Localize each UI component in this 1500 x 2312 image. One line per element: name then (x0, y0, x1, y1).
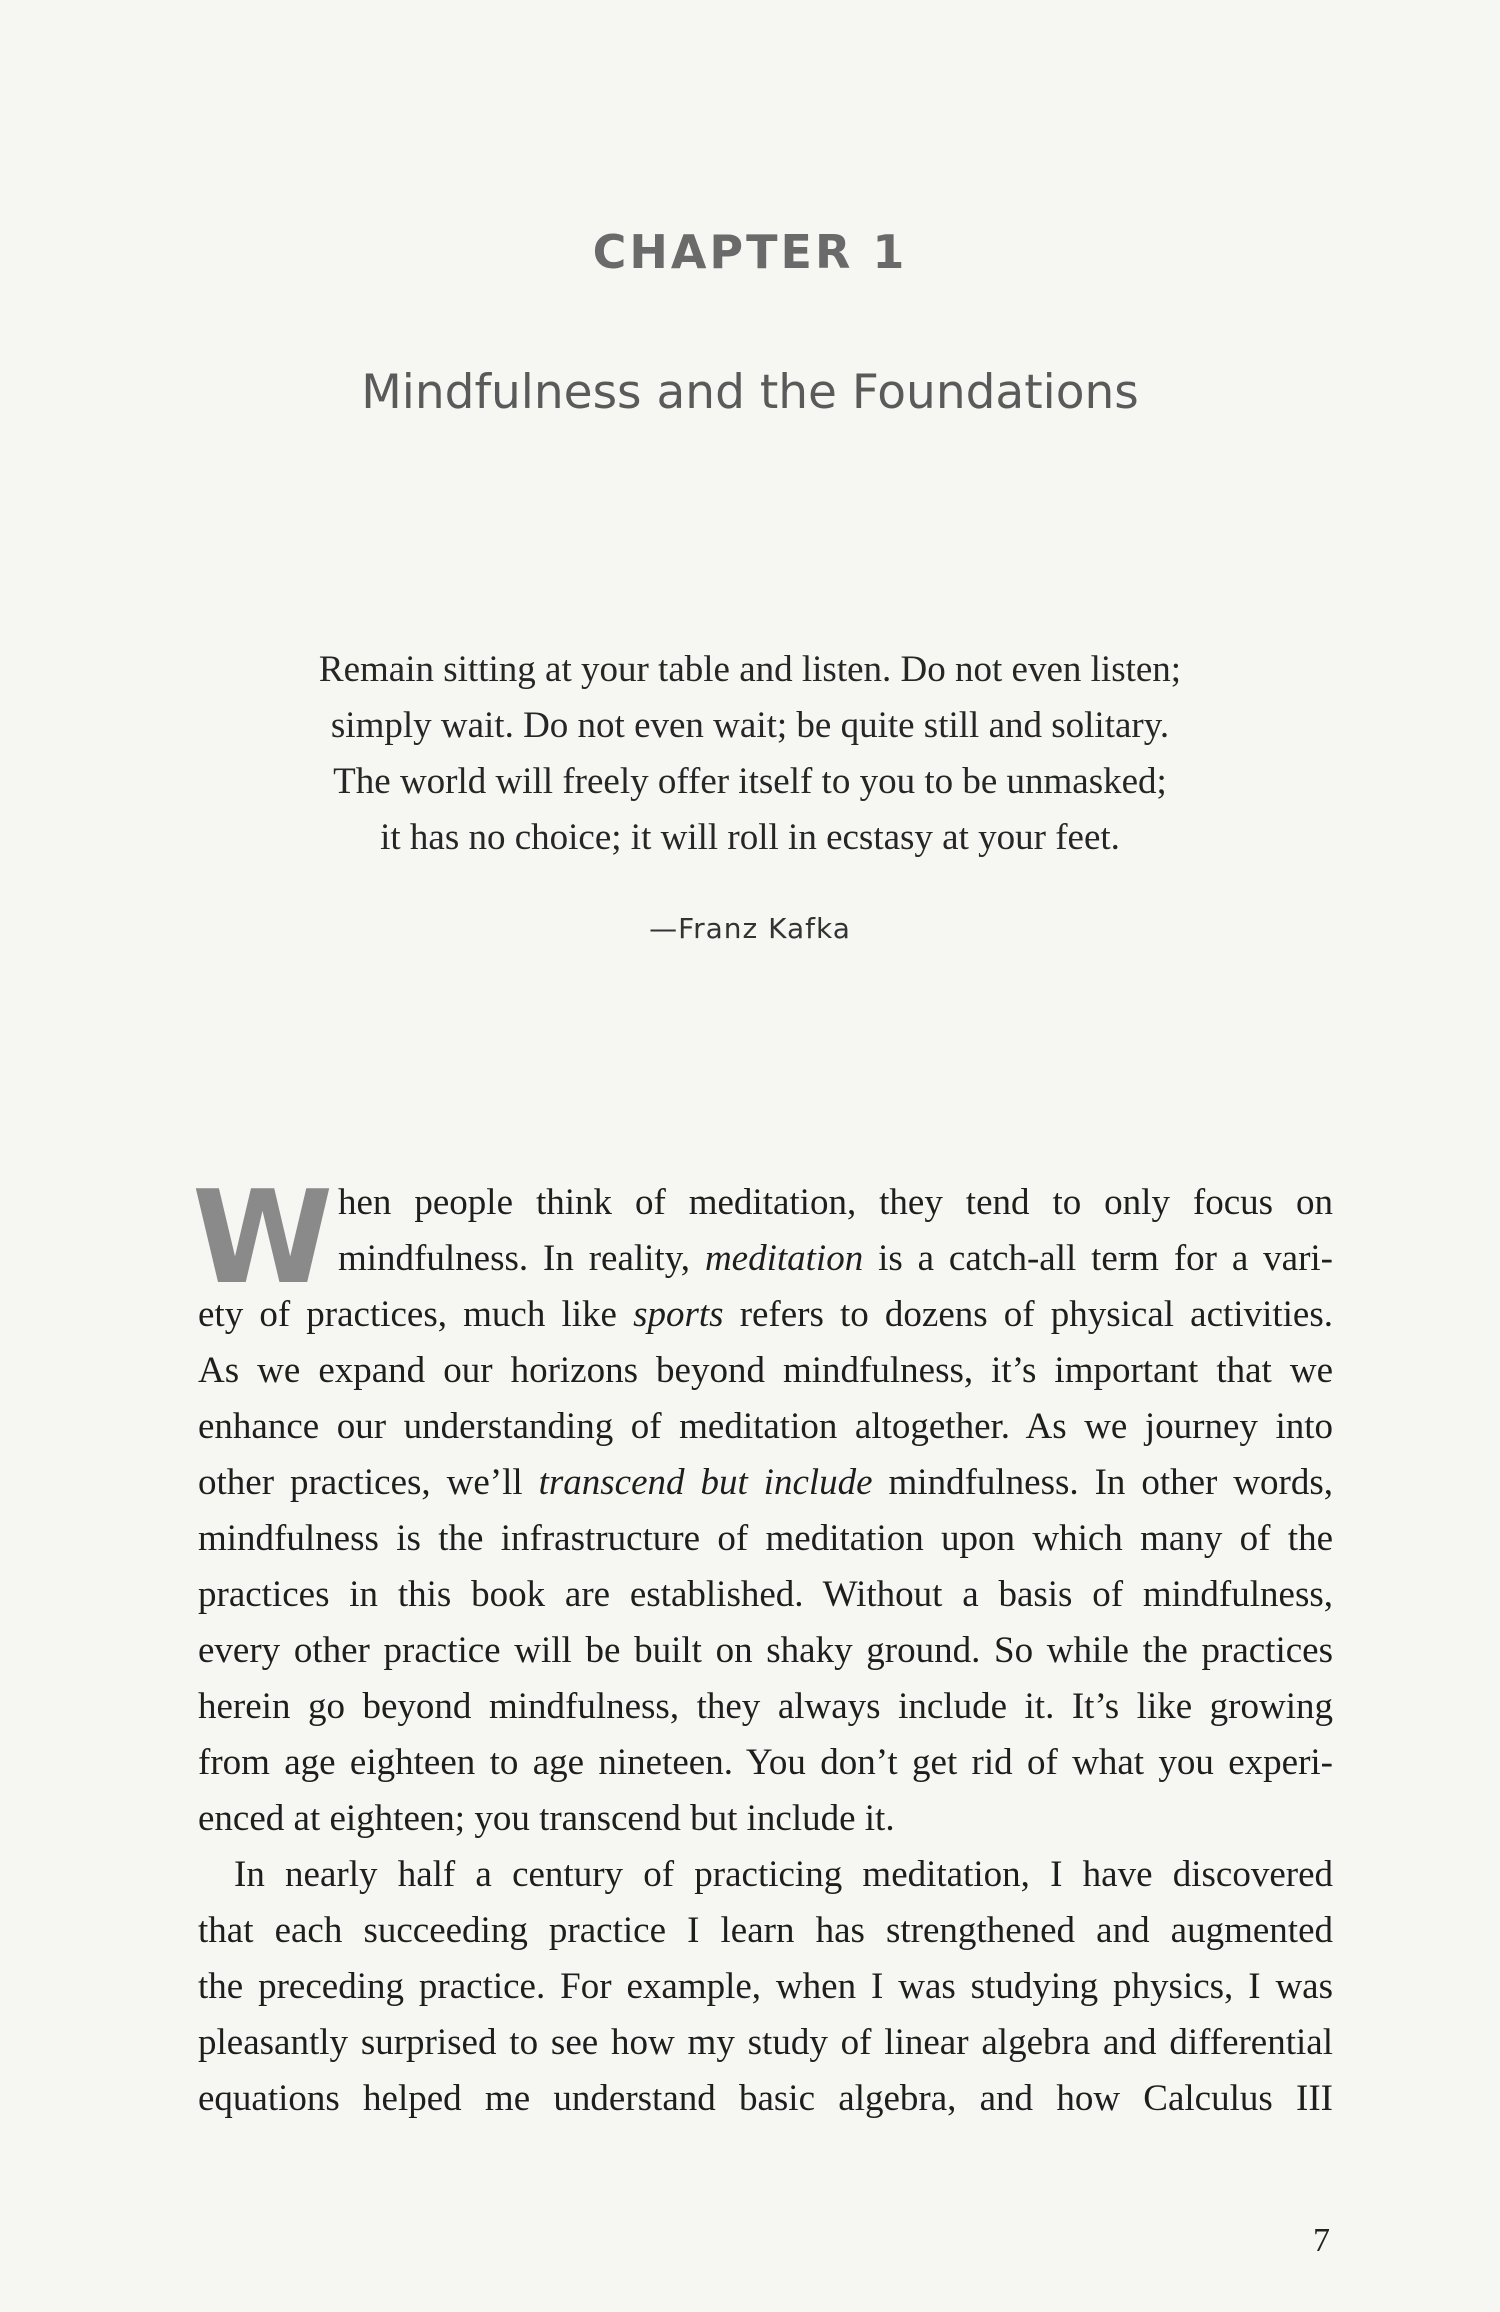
text-line: enced at eighteen; you transcend but include it. (198, 1798, 895, 1839)
paragraph-2 (198, 1847, 1333, 2127)
chapter-label: CHAPTER 1 (592, 225, 908, 279)
text-run: refers to dozens of physical activities. (723, 1294, 1333, 1335)
epigraph-attribution: —Franz Kafka (649, 912, 851, 945)
text-line: that each succeeding practice I learn has strengthened and augmented (198, 1910, 1333, 1951)
epigraph-line: simply wait. Do not even wait; be quite still and solitary. (330, 705, 1170, 746)
epigraph-line: Remain sitting at your table and listen. Do not even listen; (318, 649, 1182, 690)
text-line: pleasantly surprised to see how my study of linear algebra and differential (198, 2022, 1333, 2063)
text-line (198, 1287, 1333, 1343)
text-run: ety of practices, much like (198, 1294, 634, 1335)
epigraph (0, 642, 1500, 866)
chapter-title: Mindfulness and the Foundations (361, 365, 1139, 420)
text-line: from age eighteen to age nineteen. You don’t get rid of what you experi- (198, 1742, 1333, 1783)
emphasis-meditation: meditation (704, 1238, 864, 1279)
text-line: equations helped me understand basic algebra, and how Calculus III (198, 2078, 1333, 2119)
emphasis-sports: sports (633, 1294, 724, 1335)
text-line: herein go beyond mindfulness, they always include it. It’s like growing (198, 1686, 1333, 1727)
body-text (192, 1164, 1333, 2127)
epigraph-line: it has no choice; it will roll in ecstasy at your feet. (380, 817, 1120, 858)
text-line (198, 1455, 1333, 1511)
text-line (338, 1231, 1333, 1287)
text-line: the preceding practice. For example, when I was studying physics, I was (198, 1966, 1333, 2007)
text-line: In nearly half a century of practicing meditation, I have discovered (234, 1854, 1333, 1895)
text-line: hen people think of meditation, they tend to only focus on (338, 1182, 1333, 1223)
text-run: other practices, we’ll (198, 1462, 539, 1503)
page-number: 7 (1313, 2222, 1330, 2259)
text-line: enhance our understanding of meditation altogether. As we journey into (198, 1406, 1333, 1447)
paragraph-1 (198, 1175, 1333, 1847)
text-run: is a catch-all term for a vari- (863, 1238, 1333, 1279)
text-line: practices in this book are established. Without a basis of mindfulness, (198, 1574, 1333, 1615)
text-run: mindfulness. In reality, (338, 1238, 705, 1279)
text-line: As we expand our horizons beyond mindfulness, it’s important that we (198, 1350, 1333, 1391)
epigraph-line: The world will freely offer itself to you to be unmasked; (333, 761, 1167, 802)
text-line: mindfulness is the infrastructure of meditation upon which many of the (198, 1518, 1333, 1559)
text-line: every other practice will be built on shaky ground. So while the practices (198, 1630, 1333, 1671)
text-run: mindfulness. In other words, (872, 1462, 1333, 1503)
emphasis-transcend-but-include: transcend but include (538, 1462, 873, 1503)
drop-cap: W (192, 1164, 334, 1313)
